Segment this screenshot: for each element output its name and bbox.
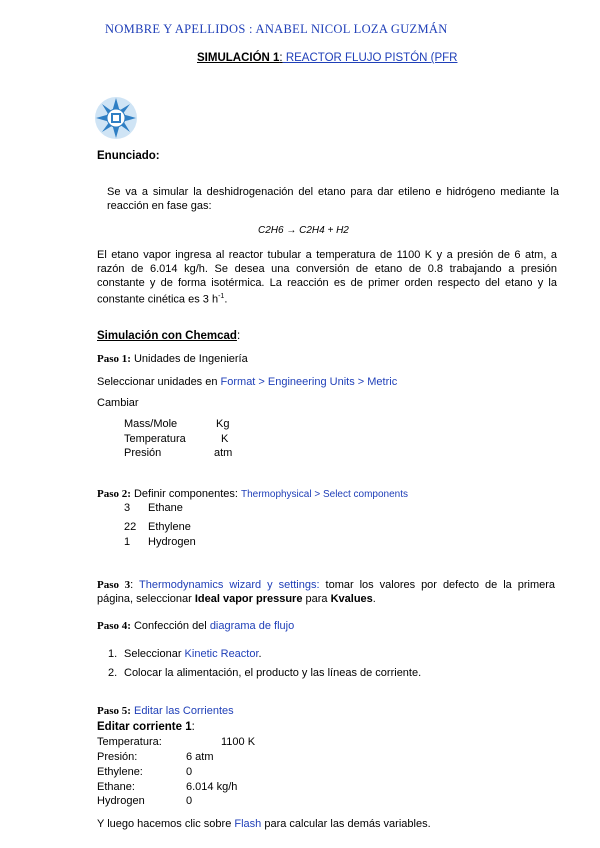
unit-value: K	[221, 433, 229, 445]
enunciado-intro: Se va a simular la deshidrogenación del etano para dar etileno e hidrógeno mediante la reacción en fase gas:	[107, 186, 559, 212]
paso4-label: Paso 4:	[97, 620, 131, 632]
author-header: NOMBRE Y APELLIDOS : ANABEL NICOL LOZA GUZMÁN	[105, 22, 448, 36]
list-text: Seleccionar	[124, 648, 185, 660]
stream-field-value: 6.014 kg/h	[186, 781, 238, 793]
paso1-select-text: Seleccionar unidades en	[97, 376, 221, 388]
stream-field-row	[97, 751, 214, 763]
engineering-units-menu-path[interactable]: Format > Engineering Units > Metric	[220, 376, 398, 388]
paso1-line	[97, 353, 248, 365]
unit-name: Temperatura	[124, 433, 186, 445]
paso4-list-item	[108, 648, 262, 660]
paso3-text2: para	[302, 593, 331, 605]
paso2-line	[97, 488, 408, 500]
university-logo-icon	[94, 96, 138, 140]
kinetic-reactor-link[interactable]: Kinetic Reactor	[184, 648, 259, 660]
unit-row	[124, 418, 229, 430]
list-text: Colocar la alimentación, el producto y las líneas de corriente.	[124, 667, 422, 679]
stream-field-value: 6 atm	[186, 751, 214, 763]
component-row	[124, 502, 183, 514]
enunciado-paragraph	[97, 248, 557, 307]
stream-field-row	[97, 781, 237, 793]
paso1-title: Unidades de Ingeniería	[130, 353, 248, 365]
final-end: para calcular las demás variables.	[261, 818, 431, 830]
component-row	[124, 536, 196, 548]
unit-value: atm	[214, 447, 233, 459]
paso5-label: Paso 5:	[97, 705, 131, 717]
component-row	[124, 521, 191, 533]
paso2-label: Paso 2:	[97, 488, 131, 500]
final-instruction	[97, 818, 431, 830]
stream-field-row	[97, 736, 255, 748]
paso5-line	[97, 705, 234, 717]
paso3-colon: :	[130, 579, 140, 591]
reaction-equation: C2H6 → C2H4 + H2	[258, 225, 349, 236]
component-name: Ethylene	[148, 521, 191, 533]
component-id: 22	[124, 521, 137, 533]
simulation-title	[197, 52, 457, 64]
paso1-select-line	[97, 376, 397, 388]
list-end: .	[258, 648, 262, 660]
paso3-label: Paso 3	[97, 579, 131, 591]
stream-field-name: Ethane:	[97, 781, 135, 793]
edit-stream-heading	[97, 721, 195, 733]
enunciado-heading: Enunciado:	[97, 150, 160, 162]
paso3-text1: tomar los valores por defecto de la primera página, seleccionar	[97, 579, 556, 605]
flow-diagram-link[interactable]: diagrama de flujo	[209, 620, 295, 632]
cambiar-label: Cambiar	[97, 397, 139, 409]
stream-field-name: Hydrogen	[97, 795, 145, 807]
stream-field-value: 1100 K	[221, 736, 256, 748]
edit-stream-heading-colon: :	[191, 721, 195, 733]
chemcad-heading	[97, 330, 240, 342]
list-number: 2.	[108, 667, 118, 679]
component-name: Hydrogen	[148, 536, 196, 548]
paso4-line	[97, 620, 294, 632]
stream-field-row	[97, 795, 192, 807]
title-bold: SIMULACIÓN 1	[197, 52, 280, 64]
paragraph-end: .	[224, 293, 228, 306]
stream-field-name: Ethylene:	[97, 766, 143, 778]
flash-link[interactable]: Flash	[234, 818, 262, 830]
rate-constant-exponent: -1	[218, 293, 225, 300]
edit-streams-link[interactable]: Editar las Corrientes	[130, 705, 234, 717]
enunciado-paragraph-text: El etano vapor ingresa al reactor tubular a temperatura de 1100 K y a presión de 6 atm, a razón de 6.014 kg/h. Se desea una conversión de etano de 0.8 trabajando a presión constante y de forma isotérmica. La reacción es de primer orden respecto del etano y la constante cinética es 3 h	[97, 249, 557, 306]
component-id: 3	[124, 502, 131, 514]
stream-field-name: Presión:	[97, 751, 138, 763]
stream-field-row	[97, 766, 192, 778]
edit-stream-heading-text: Editar corriente 1	[97, 721, 192, 733]
unit-value: Kg	[216, 418, 230, 430]
title-colon: :	[279, 52, 283, 64]
paso2-text: Definir componentes:	[130, 488, 241, 500]
paso4-text: Confección del	[130, 620, 210, 632]
chemcad-heading-colon: :	[236, 330, 241, 342]
paso3-end: .	[372, 593, 376, 605]
list-number: 1.	[108, 648, 118, 660]
unit-row	[124, 447, 232, 459]
chemcad-heading-text: Simulación con Chemcad	[97, 330, 237, 342]
stream-field-value: 0	[186, 766, 193, 778]
final-text: Y luego hacemos clic sobre	[97, 818, 235, 830]
ideal-vapor-pressure-option: Ideal vapor pressure	[194, 593, 303, 605]
kvalues-option: Kvalues	[330, 593, 373, 605]
component-name: Ethane	[148, 502, 183, 514]
title-link[interactable]: REACTOR FLUJO PISTÓN (PFR	[282, 52, 458, 64]
unit-name: Presión	[124, 447, 162, 459]
paso1-label: Paso 1:	[97, 353, 131, 365]
paso4-list-item	[108, 667, 421, 679]
paso3-paragraph	[97, 578, 555, 606]
thermodynamics-wizard-link[interactable]: Thermodynamics wizard y settings:	[139, 579, 320, 591]
unit-row	[124, 433, 228, 445]
stream-field-name: Temperatura:	[97, 736, 162, 748]
component-id: 1	[124, 536, 131, 548]
stream-field-value: 0	[186, 795, 193, 807]
select-components-menu-path[interactable]: Thermophysical > Select components	[240, 489, 409, 500]
unit-name: Mass/Mole	[124, 418, 178, 430]
